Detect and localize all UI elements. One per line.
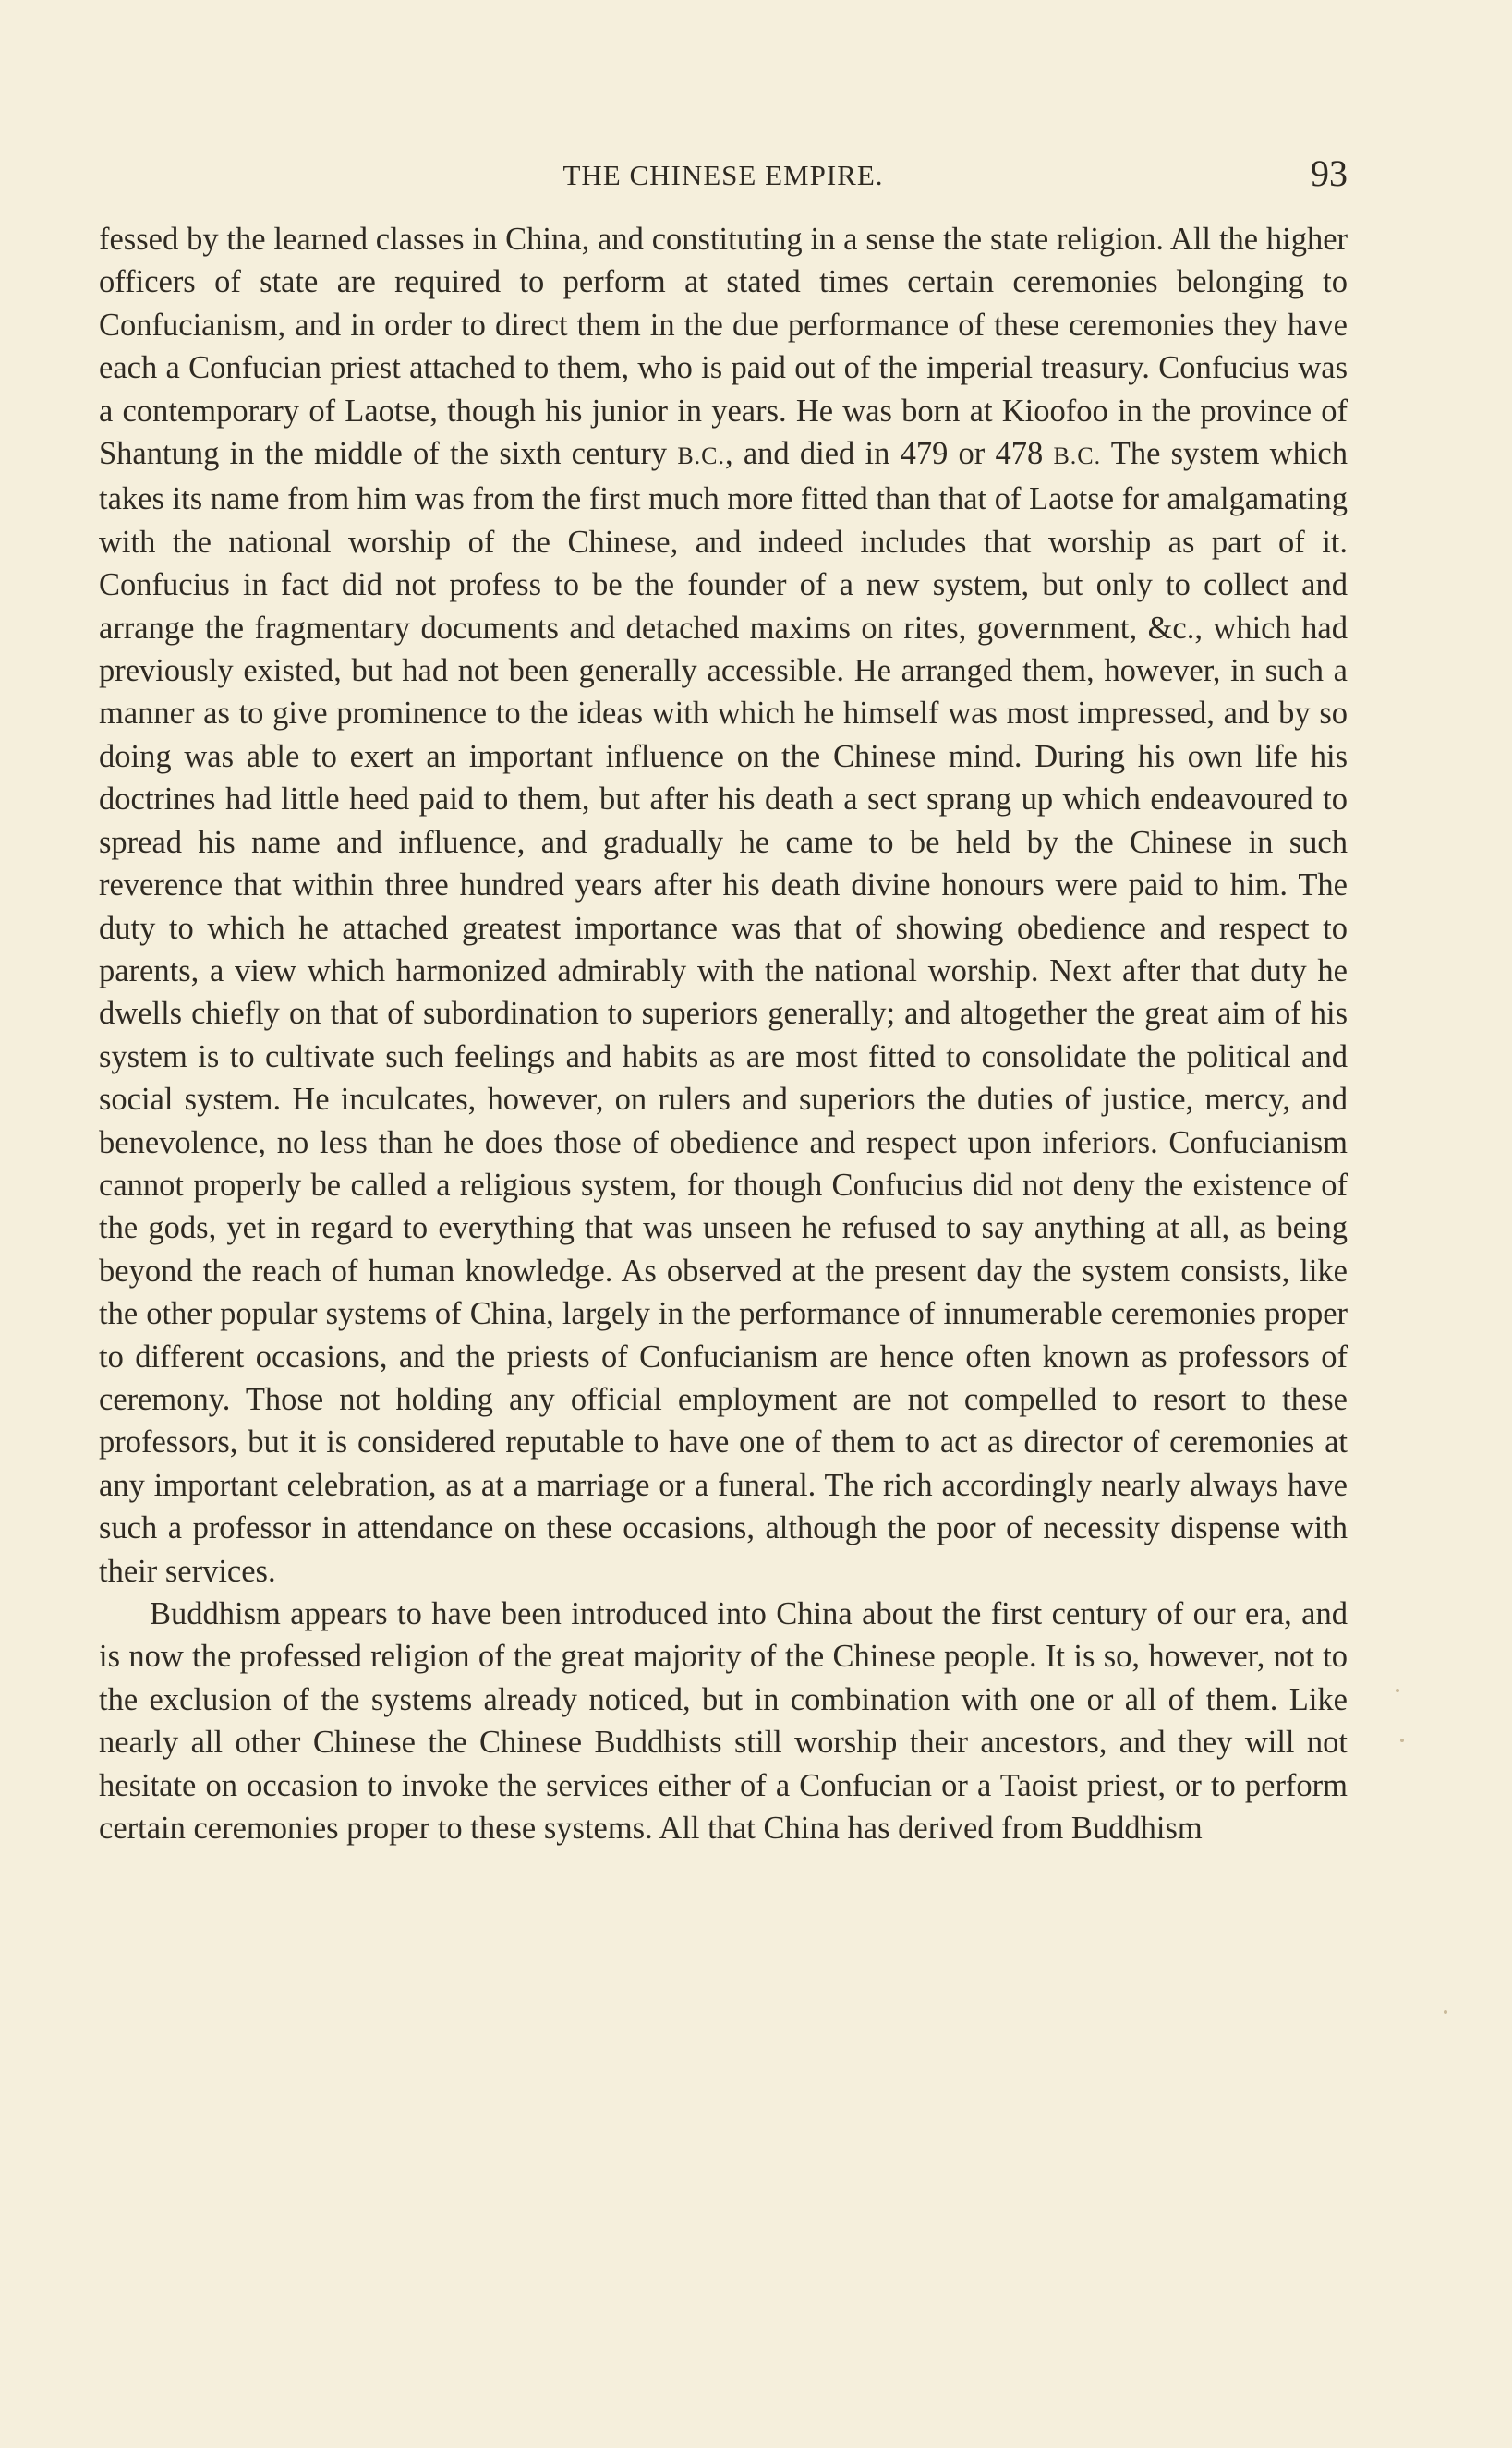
page-number: 93 (1311, 152, 1348, 194)
text-run: Buddhism appears to have been introduced into China about the first century of our era, and is now the professed religion of the great majority of the Chinese people. It is so, however, not to the exclusion of the systems already noticed, but in combination with one or all of them. Like nearly all other Chinese the Chinese Buddhists still worship their ancestors, and they will not hesitate on occasion to invoke the services either of a Confucian or a Taoist priest, or to perform certain ceremonies proper to these systems. All that China has derived from Buddhism (99, 1596, 1348, 1847)
text-run: The system which takes its name from him was from the first much more fitted than that of Laotse for amalgamating with the national worship of the Chinese, and indeed includes that worship as part of it. Confucius in fact did not profess to be the founder of a new system, but only to collect and arrange the fragmentary documents and detached maxims on rites, government, &c., which had previously existed, but had not been generally accessible. He arranged them, however, in such a manner as to give prominence to the ideas with which he himself was most impressed, and by so doing was able to exert an important influence on the Chinese mind. During his own life his doctrines had little heed paid to them, but after his death a sect sprang up which endeavoured to spread his name and influence, and gradually he came to be held by the Chinese in such reverence that within three hundred years after his death divine honours were paid to him. The duty to which he attached greatest importance was that of showing obedience and respect to parents, a view which harmonized admirably with the national worship. Next after that duty he dwells chiefly on that of subordination to superiors generally; and altogether the great aim of his system is to cultivate such feelings and habits as are most fitted to consolidate the political and social system. He inculcates, however, on rulers and superiors the duties of justice, mercy, and benevolence, no less than he does those of obedience and respect upon inferiors. Confucianism cannot properly be called a religious system, for though Confucius did not deny the existence of the gods, yet in regard to everything that was unseen he refused to say anything at all, as being beyond the reach of human knowledge. As observed at the present day the system consists, like the other popular systems of China, largely in the performance of innumerable ceremonies proper to different occasions, and the priests of Confucianism are hence often known as professors of ceremony. Those not holding any official employment are not compelled to resort to these professors, but it is considered reputable to have one of them to act as director of ceremonies at any important celebration, as at a marriage or a funeral. The rich accordingly nearly always have such a professor in attendance on these occasions, although the poor of necessity dispense with their services. (99, 436, 1348, 1589)
body-text (99, 218, 1348, 1849)
era-abbreviation: B.C. (1053, 442, 1102, 470)
paragraph (99, 218, 1348, 1593)
era-abbreviation: B.C. (677, 442, 726, 470)
running-head (99, 150, 1348, 198)
paper-speck (1444, 2010, 1447, 2014)
paper-speck (1396, 1689, 1399, 1692)
text-run: , and died in 479 or 478 (725, 436, 1054, 472)
paper-speck (1400, 1739, 1404, 1742)
paragraph (99, 1593, 1348, 1849)
running-title: THE CHINESE EMPIRE. (562, 159, 884, 191)
text-run: fessed by the learned classes in China, and constituting in a sense the state religion. All the higher officers of state are required to perform at stated times certain ceremonies belonging to Confucianism, and in order to direct them in the due performance of these ceremonies they have each a Confucian priest attached to them, who is paid out of the imperial treasury. Confucius was a contemporary of Laotse, though his junior in years. He was born at Kioofoo in the province of Shantung in the middle of the sixth century (99, 222, 1348, 472)
